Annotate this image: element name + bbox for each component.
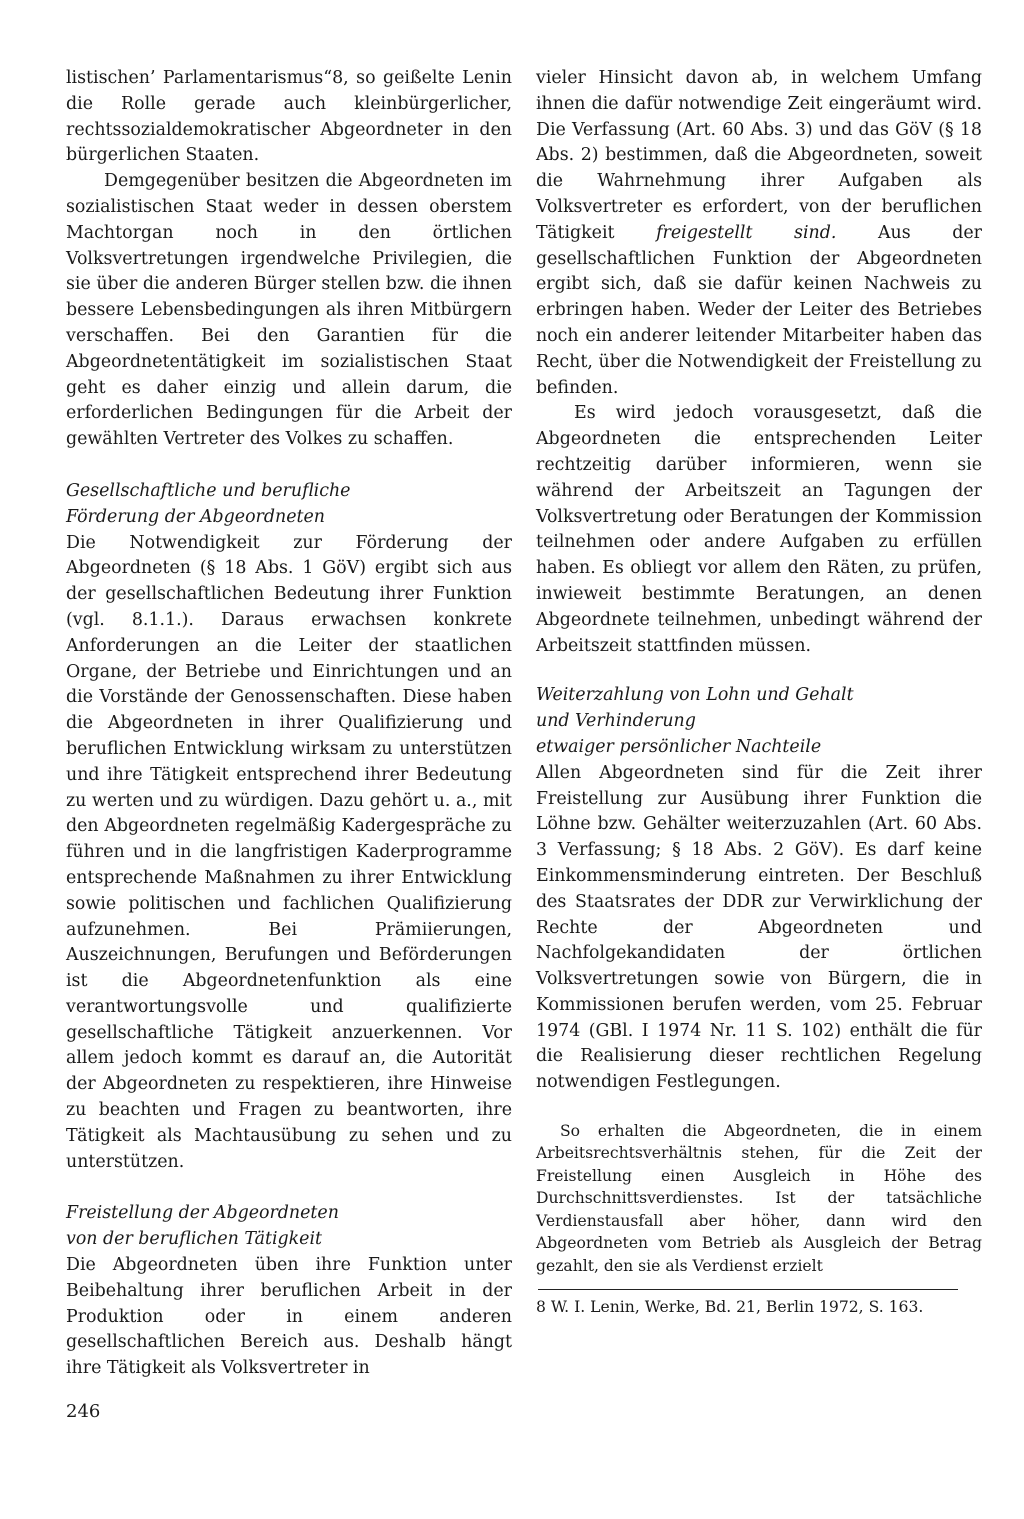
heading-line: etwaiger persönlicher Nachteile bbox=[536, 736, 822, 757]
heading-line: Förderung der Abgeordneten bbox=[66, 506, 325, 527]
text-run: Aus der gesellschaftlichen Funktion der Abgeordneten ergibt sich, daß sie dafür keinen Nachweis zu erbringen haben. Weder der Leiter des Betriebes noch ein anderer leitender Mitarbeiter haben das Recht, über die Notwendigkeit der Freistellung zu befinden. bbox=[536, 222, 982, 398]
paragraph-privileges: Demgegenüber besitzen die Abgeordneten im sozialistischen Staat weder in dessen oberstem Machtorgan noch in den örtlichen Volksvertretungen irgendwelche Privilegien, die sie über die anderen Bürger stellen bzw. die ihnen bessere Lebensbedingungen als ihren Mitbürgern verschaffen. Bei den Garantien für die Abgeordnetentätigkeit im sozialistischen Staat geht es daher einzig und allein darum, die erforderlichen Bedingungen für die Arbeit der gewählten Vertreter des Volkes zu schaffen. bbox=[66, 171, 512, 450]
right-column bbox=[536, 66, 982, 1318]
page-number: 246 bbox=[66, 1401, 101, 1422]
heading-line: Freistellung der Abgeordneten bbox=[66, 1203, 339, 1224]
section-heading-freistellung bbox=[66, 1201, 512, 1253]
text-run: vieler Hinsicht davon ab, in welchem Umfang ihnen die dafür notwendige Zeit eingeräumt wird. Die Verfassung (Art. 60 Abs. 3) und das GöV (§ 18 Abs. 2) bestimmen, daß die Abgeordneten, soweit die Wahrnehmung ihrer Aufgaben als Volksvertreter es erfordert, von der beruflichen Tätigkeit bbox=[536, 68, 982, 243]
footnote: 8 W. I. Lenin, Werke, Bd. 21, Berlin 1972, S. 163. bbox=[536, 1297, 924, 1316]
paragraph-freistellung-continued bbox=[536, 66, 982, 401]
heading-line: und Verhinderung bbox=[536, 711, 696, 732]
emphasis-text: freigestellt sind. bbox=[656, 222, 837, 243]
heading-line: Weiterzahlung von Lohn und Gehalt bbox=[536, 685, 854, 706]
paragraph-freistellung: Die Abgeordneten üben ihre Funktion unter Beibehaltung ihrer beruflichen Arbeit in der Produktion oder in einem anderen gesellschaftlichen Bereich aus. Deshalb hängt ihre Tätigkeit als Volksvertreter in bbox=[66, 1255, 512, 1379]
paragraph-continuation: listischen’ Parlamentarismus“8, so geißelte Lenin die Rolle gerade auch kleinbürgerlicher, rechtssozialdemokratischer Abgeordneter in den bürgerlichen Staaten. bbox=[66, 68, 512, 166]
section-heading-weiterzahlung bbox=[536, 683, 982, 760]
paragraph-foerderung: Die Notwendigkeit zur Förderung der Abgeordneten (§ 18 Abs. 1 GöV) ergibt sich aus der gesellschaftlichen Bedeutung ihrer Funktion (vgl. 8.1.1.). Daraus erwachsen konkrete Anforderungen an die Leiter der staatlichen Organe, der Betriebe und Einrichtungen und an die Vorstände der Genossenschaften. Diese haben die Abgeordneten in ihrer Qualifizierung und beruflichen Entwicklung wirksam zu unterstützen und ihre Tätigkeit entsprechend ihrer Bedeutung zu werten und zu würdigen. Dazu gehört u. a., mit den Abgeordneten regelmäßig Kadergespräche zu führen und in die langfristigen Kaderprogramme entsprechende Maßnahmen zu ihrer Entwicklung sowie politischen und fachlichen Qualifizierung aufzunehmen. Bei Prämiierungen, Auszeichnungen, Berufungen und Beförderungen ist die Abgeordnetenfunktion als eine verantwortungsvolle und qualifizierte gesellschaftliche Tätigkeit anzuerkennen. Vor allem jedoch kommt es darauf an, die Autorität der Abgeordneten zu respektieren, ihre Hinweise zu beachten und Fragen zu beantworten, ihre Tätigkeit als Machtausübung zu sehen und zu unterstützen. bbox=[66, 532, 512, 1172]
paragraph-information: Es wird jedoch vorausgesetzt, daß die Abgeordneten die entsprechenden Leiter rechtzeitig darüber informieren, wenn sie während der Arbeitszeit an Tagungen der Volksvertretung oder Beratungen der Kommission teilnehmen oder andere Aufgaben zu erfüllen haben. Es obliegt vor allem den Räten, zu prüfen, inwieweit bestimmte Beratungen, an denen Abgeordnete teilnehmen, unbedingt während der Arbeitszeit stattfinden müssen. bbox=[536, 403, 982, 656]
footnote-divider bbox=[538, 1289, 958, 1290]
section-heading-foerderung bbox=[66, 479, 512, 531]
heading-line: von der beruflichen Tätigkeit bbox=[66, 1229, 323, 1250]
heading-line: Gesellschaftliche und berufliche bbox=[66, 480, 351, 501]
small-print-paragraph: So erhalten die Abgeordneten, die in einem Arbeitsrechtsverhältnis stehen, für die Zeit der Freistellung einen Ausgleich in Höhe des Durchschnittsverdienstes. Ist der tatsächliche Verdienstausfall aber höher, dann wird den Abgeordneten vom Betrieb als Ausgleich der Betrag gezahlt, den sie als Verdienst erzielt bbox=[536, 1122, 982, 1275]
paragraph-weiterzahlung: Allen Abgeordneten sind für die Zeit ihrer Freistellung zur Ausübung ihrer Funktion die Löhne bzw. Gehälter weiterzuzahlen (Art. 60 Abs. 3 Verfassung; § 18 Abs. 2 GöV). Es darf keine Einkommensminderung eintreten. Der Beschluß des Staatsrates der DDR zur Verwirklichung der Rechte der Abgeordneten und Nachfolgekandidaten der örtlichen Volksvertretungen sowie von Bürgern, die in Kommissionen berufen werden, vom 25. Februar 1974 (GBl. I 1974 Nr. 11 S. 102) enthält die für die Realisierung dieser rechtlichen Regelung notwendigen Festlegungen. bbox=[536, 762, 982, 1093]
left-column bbox=[66, 66, 512, 1382]
